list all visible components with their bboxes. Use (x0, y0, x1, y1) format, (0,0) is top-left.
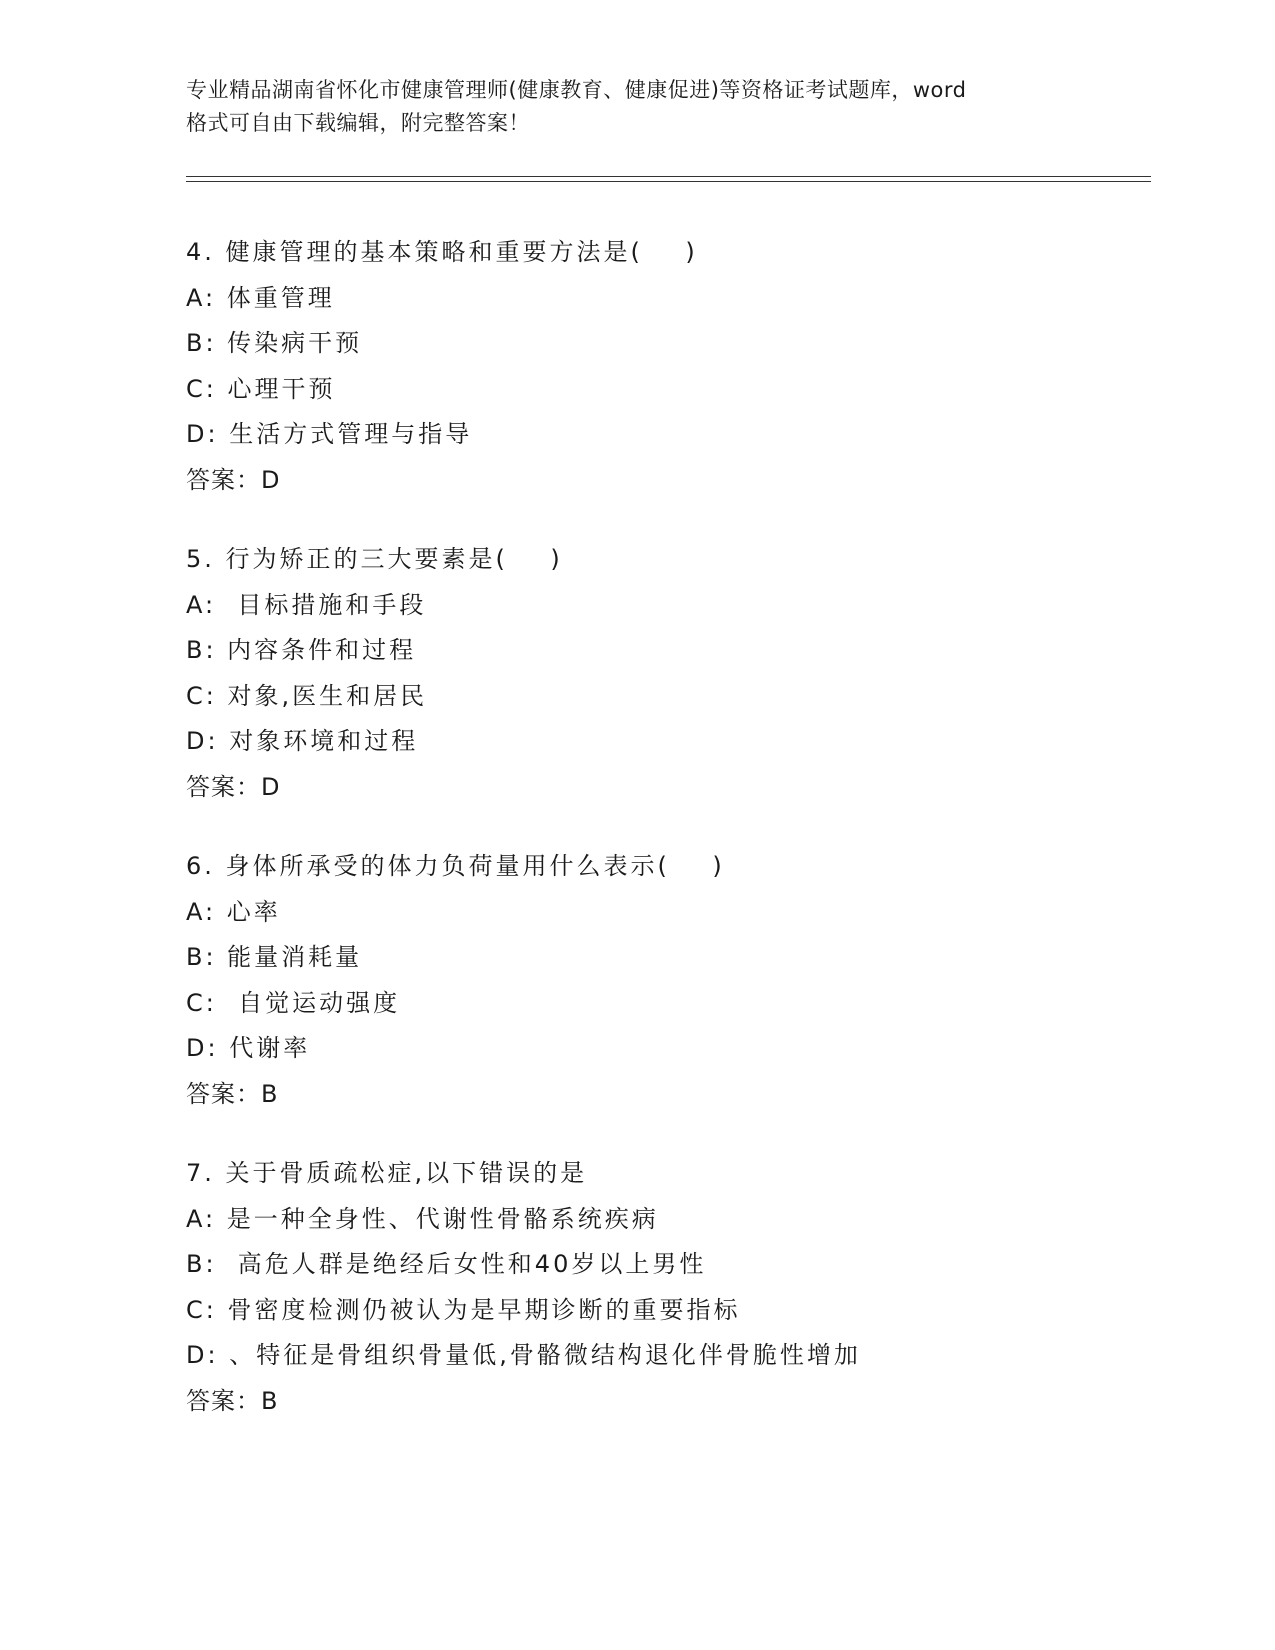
option-a: A: 是一种全身性、代谢性骨骼系统疾病 (186, 1204, 659, 1233)
option-d: D: 生活方式管理与指导 (186, 420, 473, 448)
question-stem: 4. 健康管理的基本策略和重要方法是( ) (186, 238, 698, 266)
question-list (186, 230, 1146, 1458)
question-stem: 5. 行为矫正的三大要素是( ) (186, 545, 563, 573)
answer-line: 答案：B (186, 1079, 279, 1108)
option-c: C: 对象,医生和居民 (186, 681, 428, 710)
option-c: C: 心理干预 (186, 374, 336, 403)
answer-line: 答案：D (186, 772, 281, 801)
option-d: D: 代谢率 (186, 1034, 311, 1062)
header-divider-bottom (186, 181, 1151, 182)
option-c: C: 骨密度检测仍被认为是早期诊断的重要指标 (186, 1295, 741, 1324)
option-a: A: 目标措施和手段 (186, 590, 427, 619)
question-stem: 6. 身体所承受的体力负荷量用什么表示( ) (186, 852, 725, 880)
option-d: D: 、特征是骨组织骨量低,骨骼微结构退化伴骨脆性增加 (186, 1341, 861, 1369)
document-header (186, 74, 1086, 140)
option-b: B: 传染病干预 (186, 329, 363, 357)
question-6 (186, 844, 1146, 1117)
option-c: C: 自觉运动强度 (186, 988, 401, 1017)
option-b: B: 高危人群是绝经后女性和40岁以上男性 (186, 1250, 707, 1278)
option-a: A: 体重管理 (186, 283, 335, 312)
header-divider-top (186, 176, 1151, 177)
option-a: A: 心率 (186, 897, 281, 926)
question-7 (186, 1151, 1146, 1424)
answer-line: 答案：B (186, 1386, 279, 1415)
question-4 (186, 230, 1146, 503)
option-b: B: 能量消耗量 (186, 943, 363, 971)
header-line-1: 专业精品湖南省怀化市健康管理师(健康教育、健康促进)等资格证考试题库，word (186, 78, 967, 102)
header-line-2: 格式可自由下载编辑，附完整答案！ (186, 111, 530, 135)
question-5 (186, 537, 1146, 810)
option-d: D: 对象环境和过程 (186, 727, 419, 755)
answer-line: 答案：D (186, 465, 281, 494)
option-b: B: 内容条件和过程 (186, 636, 417, 664)
question-stem: 7. 关于骨质疏松症,以下错误的是 (186, 1159, 588, 1187)
